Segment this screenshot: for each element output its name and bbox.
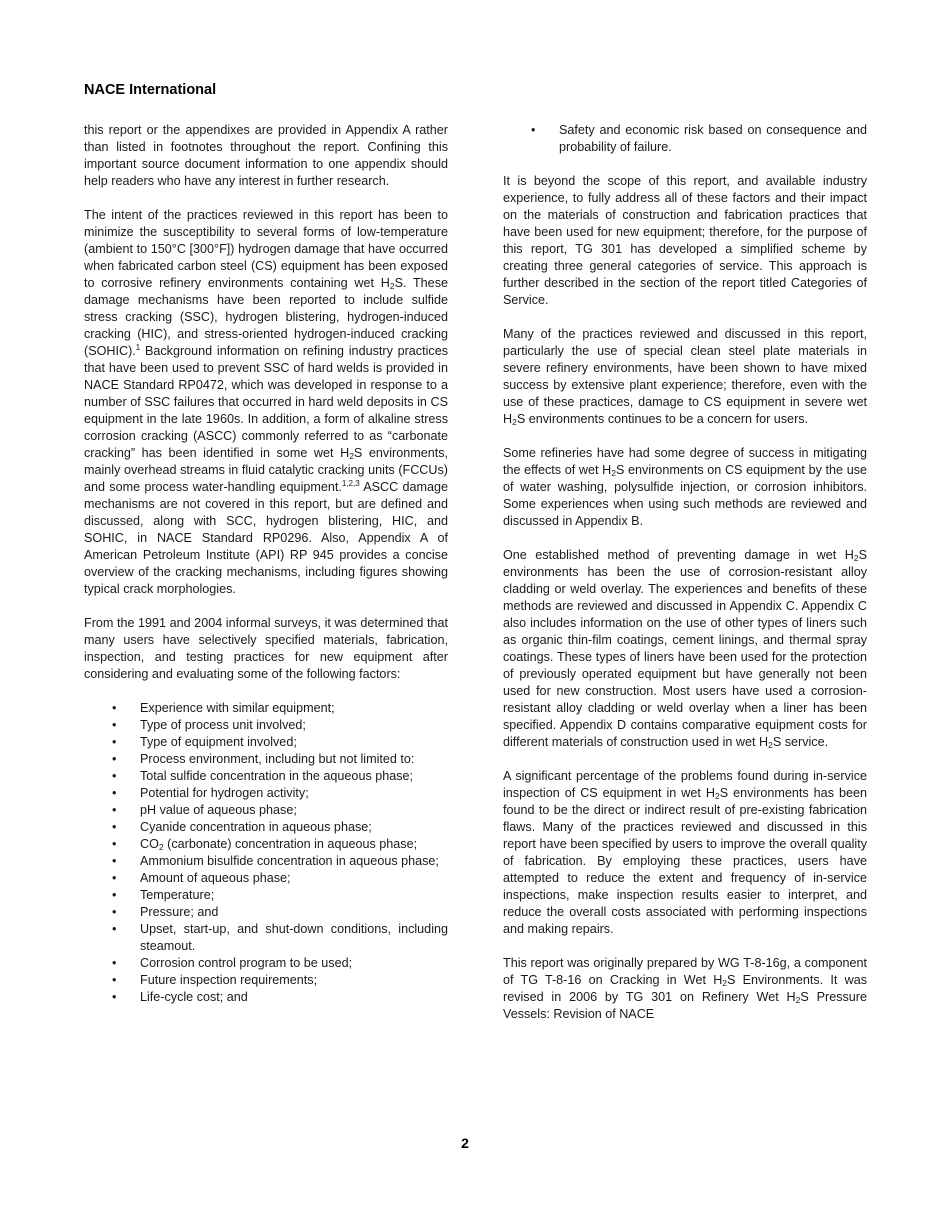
right-column	[503, 122, 867, 1040]
list-item: • Cyanide concentration in aqueous phase;	[112, 819, 448, 836]
list-item: • Total sulfide concentration in the aqueous phase;	[112, 768, 448, 785]
page-number: 2	[461, 1135, 469, 1151]
list-item: • Life-cycle cost; and	[112, 989, 448, 1006]
list-item: • pH value of aqueous phase;	[112, 802, 448, 819]
list-item: • Amount of aqueous phase;	[112, 870, 448, 887]
paragraph-surveys: From the 1991 and 2004 informal surveys, it was determined that many users have selectively specified materials, fabrication, inspection, and testing practices for new equipment after considering and evaluating some of the following factors:	[84, 616, 448, 681]
footnote-ref: 1	[135, 343, 141, 352]
running-header: NACE International	[84, 82, 217, 98]
list-item: • Upset, start-up, and shut-down conditions, including steamout.	[112, 921, 448, 955]
list-item: • Ammonium bisulfide concentration in aqueous phase;	[112, 853, 448, 870]
paragraph-clean-steel: Many of the practices reviewed and discussed in this report, particularly the use of special clean steel plate materials in severe refinery environments, have been shown to have mixed success by extensive plant experience; therefore, even with the use of these practices, damage to CS equipment in severe wet $H_2S$ environments continues to be a concern for users.	[503, 327, 867, 427]
list-item: • Experience with similar equipment;	[112, 700, 448, 717]
paragraph-fabrication-flaws: A significant percentage of the problems found during in-service inspection of CS equipment in wet $H_2S$ environments has been found to be the direct or indirect result of pre-existing fabrication flaws. Many of the practices reviewed and discussed in this report have been specified by users to improve the overall quality of fabrication. By employing these practices, users have attempted to reduce the extent and frequency of in-service inspections, make inspection results easier to interpret, and reduce the overall costs associated with performing inspections and making repairs.	[503, 769, 867, 936]
list-item: • Corrosion control program to be used;	[112, 955, 448, 972]
paragraph-scope: It is beyond the scope of this report, and available industry experience, to fully address all of these factors and their impact on the materials of construction and fabrication practices that have been used for new equipment; therefore, for the purpose of this report, TG 301 has developed a simplified scheme by creating three general categories of service. This approach is further described in the section of the report titled Categories of Service.	[503, 174, 867, 307]
list-item: • Pressure; and	[112, 904, 448, 921]
list-item: • Future inspection requirements;	[112, 972, 448, 989]
paragraph-cladding: One established method of preventing damage in wet $H_2S$ environments has been the use of corrosion-resistant alloy cladding or weld overlay. The experiences and benefits of these methods are reviewed and discussed in Appendix C. Appendix C also includes information on the use of other types of liners such as organic thin-film coatings, cement linings, and thermal spray coatings. These types of liners have been used for the protection of previously operated equipment but have generally not been used for new construction. Most users have used a corrosion-resistant alloy cladding or weld overlay when a liner has been specified. Appendix D contains comparative equipment costs for different materials of construction used in wet $H_2S$ service.	[503, 548, 867, 750]
list-item: • Type of equipment involved;	[112, 734, 448, 751]
list-item: • $CO_2$ (carbonate) concentration in aqueous phase;	[112, 836, 448, 853]
left-column	[84, 122, 448, 1006]
paragraph-intent: The intent of the practices reviewed in this report has been to minimize the susceptibility to several forms of low-temperature (ambient to 150°C [300°F]) hydrogen damage that have occurred when fabricated carbon steel (CS) equipment has been exposed to corrosive refinery environments containing wet $H_2S$. These damage mechanisms have been reported to include sulfide stress cracking (SSC), hydrogen blistering, hydrogen-induced cracking (HIC), and stress-oriented hydrogen-induced cracking (SOHIC).$^1$ Background information on refining industry practices that have been used to prevent SSC of hard welds is provided in NACE Standard RP0472, which was developed in response to a number of SSC failures that occurred in hard weld deposits in CS equipment in the late 1960s. In addition, a form of alkaline stress corrosion cracking (ASCC) commonly referred to as “carbonate cracking” has been identified in some wet $H_2S$ environments, mainly overhead streams in fluid catalytic cracking units (FCCUs) and some process water-handling equipment.$^{1,2,3}$ ASCC damage mechanisms are not covered in this report, but are defined and discussed, along with SCC, hydrogen blistering, HIC, and SOHIC, in NACE Standard RP0296. Also, Appendix A of American Petroleum Institute (API) RP 945 provides a concise overview of the cracking mechanisms, including figures showing typical crack morphologies.	[84, 208, 449, 596]
list-item: • Process environment, including but not limited to:	[112, 751, 448, 768]
footnote-ref: 1,2,3	[341, 479, 360, 488]
list-item: • Temperature;	[112, 887, 448, 904]
list-item: • Type of process unit involved;	[112, 717, 448, 734]
factors-list-continued	[531, 122, 867, 156]
paragraph-report-history: This report was originally prepared by WG T-8-16g, a component of TG T-8-16 on Cracking in Wet $H_2S$ Environments. It was revised in 2006 by TG 301 on Refinery Wet $H_2S$ Pressure Vessels: Revision of NACE	[503, 956, 868, 1021]
list-item: • Potential for hydrogen activity;	[112, 785, 448, 802]
list-item: • Safety and economic risk based on consequence and probability of failure.	[531, 122, 867, 156]
paragraph-mitigation: Some refineries have had some degree of success in mitigating the effects of wet $H_2S$ environments on CS equipment by the use of water washing, polysulfide injection, or corrosion inhibitors. Some experiences when using such methods are reviewed and discussed in Appendix B.	[503, 446, 867, 528]
paragraph-appendix-reference: this report or the appendixes are provided in Appendix A rather than listed in footnotes throughout the report. Confining this important source document information to one appendix should help readers who have any interest in further research.	[84, 123, 448, 188]
factors-list	[112, 700, 448, 1006]
